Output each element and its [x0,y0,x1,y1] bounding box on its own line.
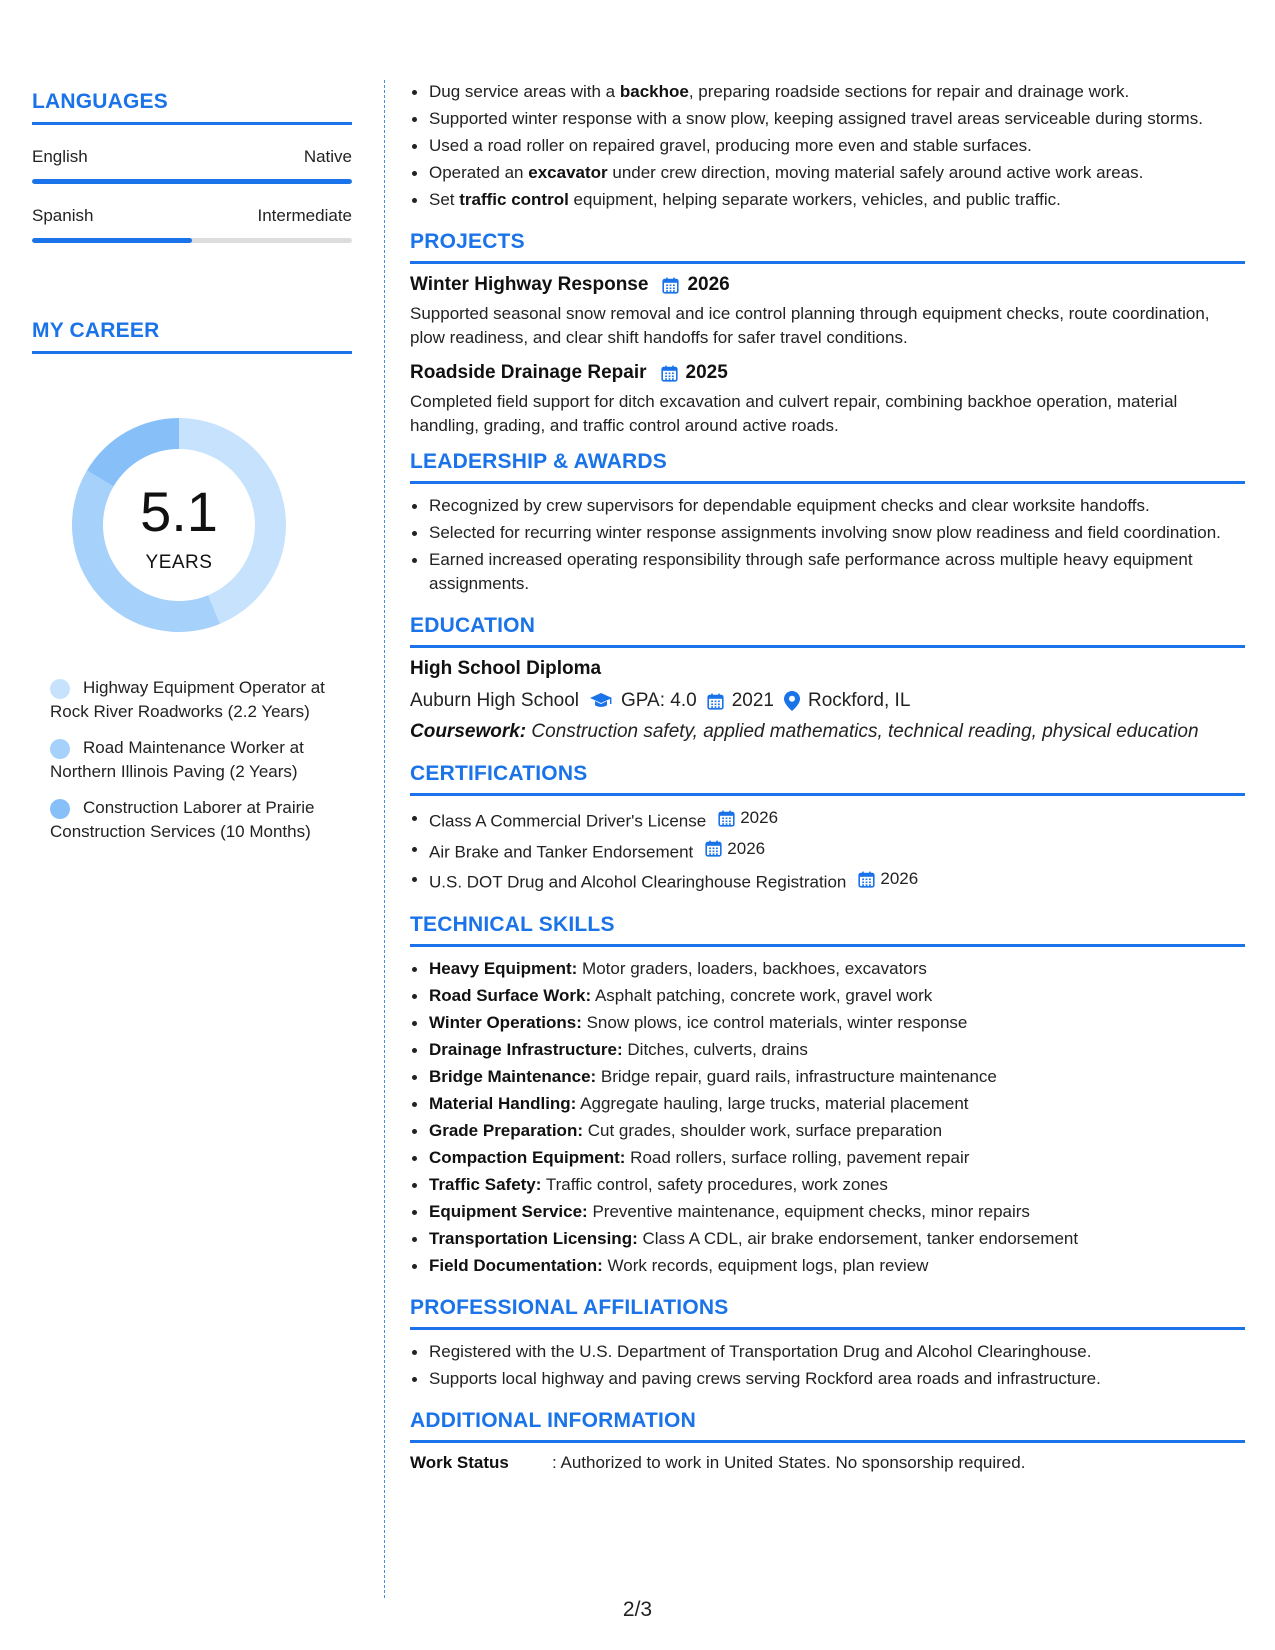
experience-bullet: Used a road roller on repaired gravel, producing more even and stable surfaces. [410,134,1245,158]
additional-row [410,1453,1245,1473]
career-item-text: Construction Laborer at Prairie Construction Services (10 Months) [50,798,315,841]
career-legend-item [50,796,350,844]
career-title: MY CAREER [32,319,160,342]
language-bar [32,238,352,243]
language-bar-fill [32,238,192,243]
graduation-cap-icon [589,692,613,710]
affiliation-item: Registered with the U.S. Department of Transportation Drug and Alcohol Clearinghouse. [410,1340,1245,1364]
career-item-text: Highway Equipment Operator at Rock River Roadworks (2.2 Years) [50,678,325,721]
project-year: 2026 [687,274,730,295]
career-total-value: 5.1 [140,480,218,543]
column-divider [384,80,385,1598]
experience-bullet: Supported winter response with a snow plow, keeping assigned travel areas serviceable during storms. [410,107,1245,131]
skill-item: Road Surface Work: Asphalt patching, concrete work, gravel work [410,984,1245,1008]
project-name: Winter Highway Response [410,274,649,295]
career-rule [32,351,352,354]
calendar-icon [661,365,678,382]
skill-item: Grade Preparation: Cut grades, shoulder work, surface preparation [410,1119,1245,1143]
leadership-title: LEADERSHIP & AWARDS [410,450,667,473]
languages-rule [32,122,352,125]
additional-title: ADDITIONAL INFORMATION [410,1408,696,1432]
calendar-icon [662,277,679,294]
education-gpa: GPA: 4.0 [621,690,697,711]
career-total-unit: YEARS [145,552,213,573]
education-coursework: Coursework: Construction safety, applied mathematics, technical reading, physical education [410,721,1199,742]
calendar-icon [705,840,722,857]
languages-title: LANGUAGES [32,90,168,113]
project-description: Completed field support for ditch excavation and culvert repair, combining backhoe operation, material handling, grading, and traffic control around active roads. [410,392,1178,435]
project-year: 2025 [685,362,728,383]
legend-dot [50,679,70,699]
donut-slice [87,418,179,486]
calendar-icon [858,871,875,888]
skill-item: Compaction Equipment: Road rollers, surface rolling, pavement repair [410,1146,1245,1170]
left-column [32,90,352,841]
project-heading [410,362,1245,384]
language-name: English [32,147,88,166]
additional-section [410,1409,1245,1473]
affiliations-title: PROFESSIONAL AFFILIATIONS [410,1295,729,1319]
affiliation-item: Supports local highway and paving crews serving Rockford area roads and infrastructure. [410,1367,1245,1391]
projects-title: PROJECTS [410,230,525,253]
leadership-item: Recognized by crew supervisors for dependable equipment checks and clear worksite handoffs. [410,494,1245,518]
experience-bullet: Set traffic control equipment, helping separate workers, vehicles, and public traffic. [410,188,1245,212]
project-heading [410,274,1245,296]
education-title: EDUCATION [410,614,536,637]
language-level: Intermediate [257,206,352,225]
career-item-text: Road Maintenance Worker at Northern Illinois Paving (2 Years) [50,738,304,781]
skill-item: Drainage Infrastructure: Ditches, culverts, drains [410,1038,1245,1062]
certifications-title: CERTIFICATIONS [410,762,588,785]
career-legend [50,676,350,856]
experience-bullet: Operated an excavator under crew direction, moving material safely around active work areas. [410,161,1245,185]
leadership-item: Earned increased operating responsibility through safe performance across multiple heavy equipment assignments. [410,548,1245,596]
language-level: Native [303,147,352,166]
leadership-item: Selected for recurring winter response assignments involving snow plow readiness and field coordination. [410,521,1245,545]
certifications-section [410,762,1245,895]
career-legend-item [50,676,350,724]
experience-bullets [410,80,1245,212]
location-pin-icon [784,691,800,711]
calendar-icon [707,693,724,710]
projects-section [410,230,1245,438]
project-description: Supported seasonal snow removal and ice control planning through equipment checks, route coordination, plow readiness, and clear shift handoffs for safer travel conditions. [410,304,1210,347]
language-item [32,206,352,243]
certification-item: Class A Commercial Driver's License 2026 [410,806,1245,834]
skill-item: Winter Operations: Snow plows, ice control materials, winter response [410,1011,1245,1035]
page-number: 2/3 [622,1598,653,1621]
additional-key: Work Status [410,1452,509,1472]
certification-item: U.S. DOT Drug and Alcohol Clearinghouse Registration 2026 [410,867,1245,895]
leadership-section [410,450,1245,596]
career-legend-item [50,736,350,784]
right-column [410,80,1245,1473]
calendar-icon [718,810,735,827]
language-item [32,147,352,184]
experience-bullet: Dug service areas with a backhoe, preparing roadside sections for repair and drainage work. [410,80,1245,104]
education-school: Auburn High School [410,690,579,711]
skill-item: Transportation Licensing: Class A CDL, air brake endorsement, tanker endorsement [410,1227,1245,1251]
language-name: Spanish [32,206,94,225]
skills-title: TECHNICAL SKILLS [410,912,615,936]
additional-value: : Authorized to work in United States. No sponsorship required. [552,1452,1026,1472]
skill-item: Heavy Equipment: Motor graders, loaders, backhoes, excavators [410,957,1245,981]
certification-item: Air Brake and Tanker Endorsement 2026 [410,837,1245,865]
skills-list [410,957,1245,1278]
project-name: Roadside Drainage Repair [410,362,647,383]
skills-section [410,913,1245,1278]
education-degree: High School Diploma [410,658,602,679]
legend-dot [50,739,70,759]
education-location: Rockford, IL [807,690,911,711]
affiliations-section [410,1296,1245,1391]
education-year: 2021 [731,690,774,711]
language-bar [32,179,352,184]
skill-item: Material Handling: Aggregate hauling, large trucks, material placement [410,1092,1245,1116]
career-donut-chart [66,412,292,638]
education-details [410,690,1245,712]
skill-item: Traffic Safety: Traffic control, safety procedures, work zones [410,1173,1245,1197]
skill-item: Field Documentation: Work records, equipment logs, plan review [410,1254,1245,1278]
skill-item: Equipment Service: Preventive maintenance, equipment checks, minor repairs [410,1200,1245,1224]
language-bar-fill [32,179,352,184]
education-section [410,614,1245,744]
skill-item: Bridge Maintenance: Bridge repair, guard rails, infrastructure maintenance [410,1065,1245,1089]
legend-dot [50,799,70,819]
